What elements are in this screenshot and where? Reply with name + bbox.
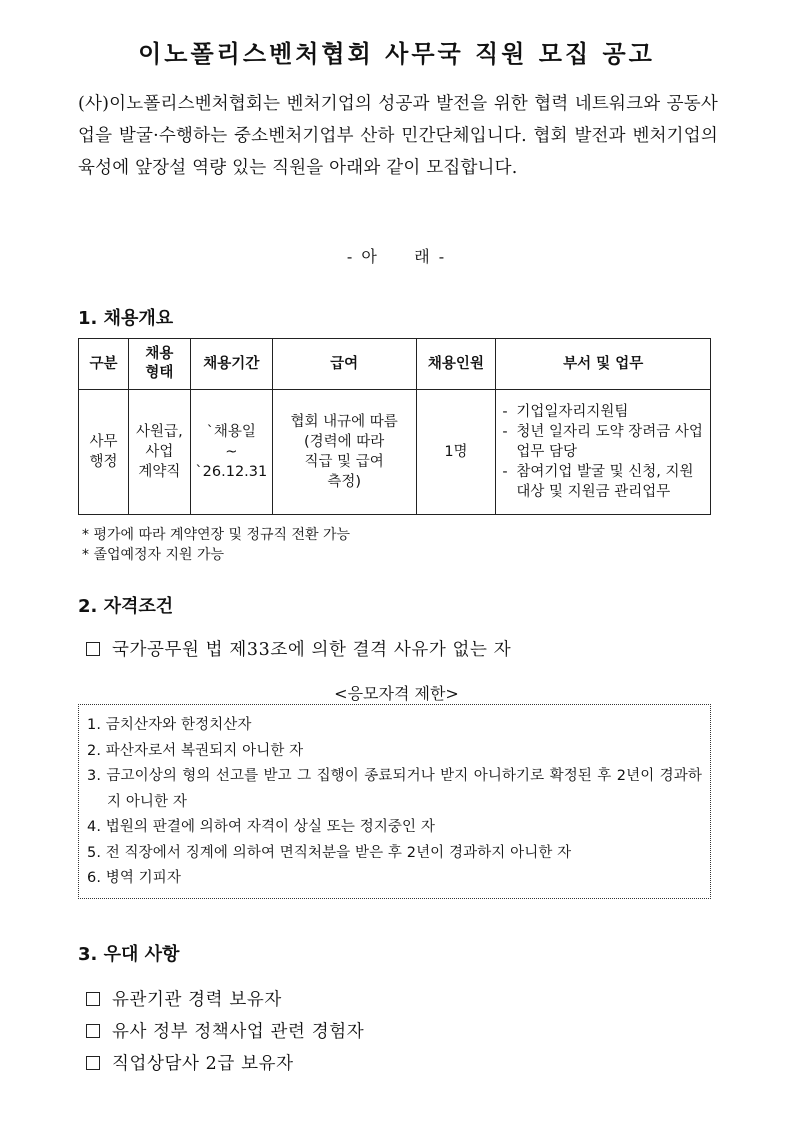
header-headcount <box>416 339 496 390</box>
restriction-text: 2. 파산자로서 복권되지 아니한 자 <box>87 742 304 759</box>
cell-text: 사무 행정 <box>89 434 118 470</box>
checkbox-icon <box>86 642 100 656</box>
header-duties <box>496 339 711 390</box>
table-header-row <box>79 339 711 390</box>
recruitment-table <box>78 338 711 515</box>
restriction-box <box>78 704 711 899</box>
duty-item: - 청년 일자리 도약 장려금 사업 업무 담당 <box>502 424 703 460</box>
restriction-text: 4. 법원의 판결에 의하여 자격이 상실 또는 정지중인 자 <box>87 819 435 835</box>
restriction-item <box>87 739 702 765</box>
checkbox-icon <box>86 992 100 1006</box>
duty-item: - 기업일자리지원팀 <box>502 404 629 420</box>
header-type <box>128 339 190 390</box>
header-label: 급여 <box>330 355 359 372</box>
section-1-title: 1. 채용개요 <box>78 308 174 329</box>
preference-item <box>86 986 282 1011</box>
cell-headcount <box>416 390 496 515</box>
header-salary <box>272 339 416 390</box>
duty-text: 참여기업 발굴 및 신청, 지원대상 및 지원금 관리업무 <box>516 464 694 500</box>
restriction-text: 1. 금치산자와 한정치산자 <box>87 717 252 733</box>
preference-text: 유사 정부 정책사업 관련 경험자 <box>112 1022 365 1042</box>
preference-item <box>86 1050 294 1075</box>
restriction-item <box>87 866 702 892</box>
restriction-item <box>87 764 702 815</box>
duty-text: 기업일자리지원팀 <box>516 404 629 420</box>
note-contract-extension: * 평가에 따라 계약연장 및 정규직 전환 가능 <box>82 527 351 543</box>
preference-text: 직업상담사 2급 보유자 <box>112 1054 294 1074</box>
checkbox-icon <box>86 1056 100 1070</box>
cell-salary <box>272 390 416 515</box>
qualification-text: 국가공무원 법 제33조에 의한 결격 사유가 없는 자 <box>112 640 512 660</box>
restriction-title: <응모자격 제한> <box>334 684 459 703</box>
header-label: 채용 형태 <box>145 346 174 381</box>
restriction-item <box>87 841 702 867</box>
cell-type <box>128 390 190 515</box>
preference-text: 유관기관 경력 보유자 <box>112 990 282 1010</box>
preference-item <box>86 1018 364 1043</box>
header-label: 구분 <box>89 355 118 372</box>
header-label: 채용기간 <box>203 355 260 372</box>
checkbox-icon <box>86 1024 100 1038</box>
cell-category <box>79 390 129 515</box>
header-period <box>190 339 272 390</box>
restriction-item <box>87 815 702 841</box>
section-2-title: 2. 자격조건 <box>78 596 174 617</box>
cell-duties <box>496 390 711 515</box>
duty-item: - 참여기업 발굴 및 신청, 지원대상 및 지원금 관리업무 <box>502 462 704 502</box>
page-title: 이노폴리스벤처협회 사무국 직원 모집 공고 <box>138 40 655 68</box>
header-label: 채용인원 <box>427 355 484 372</box>
table-row <box>79 390 711 515</box>
restriction-text: 6. 병역 기피자 <box>87 870 181 886</box>
intro-paragraph: (사)이노폴리스벤처협회는 벤처기업의 성공과 발전을 위한 협력 네트워크와 공동사업을 발굴·수행하는 중소벤처기업부 산하 민간단체입니다. 협회 발전과 벤처기업의 육성에 앞장설 역량 있는 직원을 아래와 같이 모집합니다. <box>78 94 718 178</box>
header-label: 부서 및 업무 <box>563 355 644 372</box>
details-divider-label: - 아 래 - <box>346 247 447 266</box>
duty-text: 청년 일자리 도약 장려금 사업 업무 담당 <box>516 424 703 460</box>
restriction-text: 3. 금고이상의 형의 선고를 받고 그 집행이 종료되거나 받지 아니하기로 확정된 후 2년이 경과하지 아니한 자 <box>87 768 702 810</box>
cell-text: 사원급, 사업 계약직 <box>136 424 183 480</box>
restriction-text: 5. 전 직장에서 징계에 의하여 면직처분을 받은 후 2년이 경과하지 아니한 자 <box>87 844 572 861</box>
section-3-title: 3. 우대 사항 <box>78 944 180 965</box>
note-graduates: * 졸업예정자 지원 가능 <box>82 547 225 563</box>
cell-text: 협회 내규에 따름 (경력에 따라 직급 및 급여 측정) <box>290 414 398 490</box>
table-notes <box>82 525 350 565</box>
cell-text: `채용일 ~ `26.12.31 <box>195 424 268 480</box>
cell-period <box>190 390 272 515</box>
header-category <box>79 339 129 390</box>
restriction-item <box>87 713 702 739</box>
cell-text: 1명 <box>444 444 468 460</box>
qualification-item <box>86 636 511 661</box>
